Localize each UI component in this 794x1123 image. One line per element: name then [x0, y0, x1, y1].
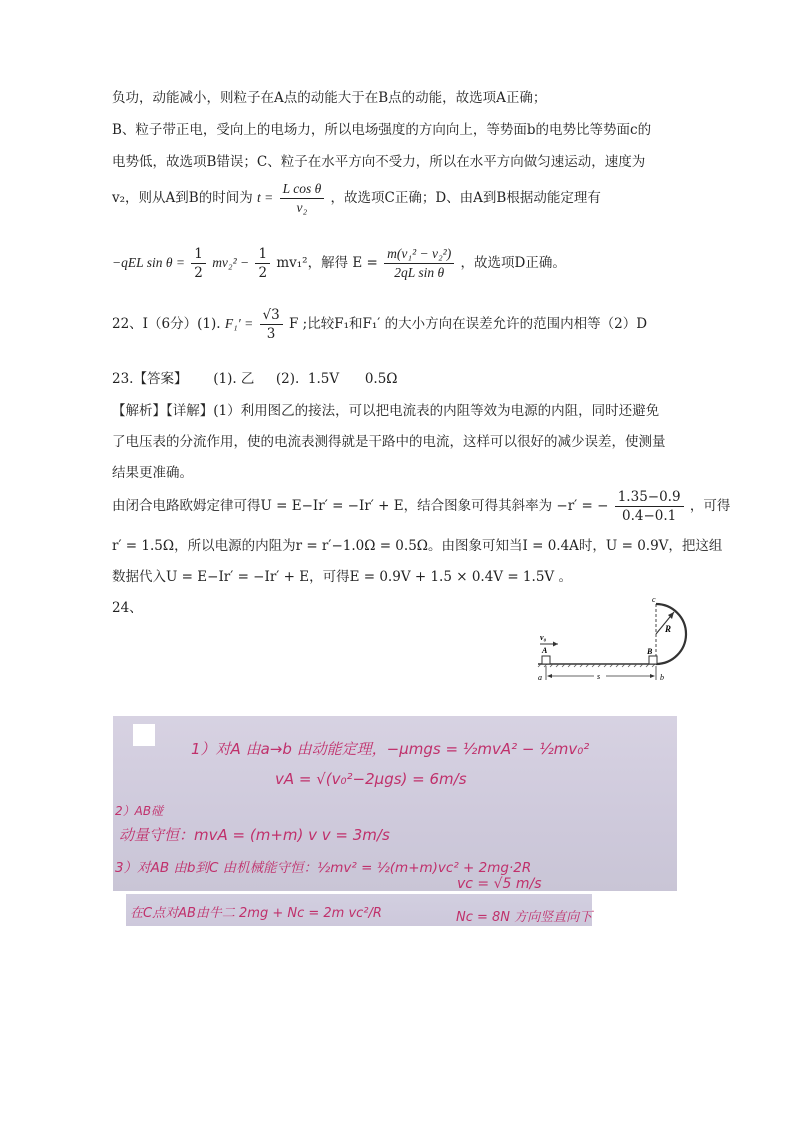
v0-arrowhead [553, 642, 558, 647]
label-v0: v₀ [540, 633, 547, 642]
hw-line-3a: 2）AB碰 [115, 804, 164, 818]
photo-corner-mark [133, 724, 155, 746]
label-c: c [652, 595, 656, 604]
field-den: 2qL sin θ [394, 265, 445, 280]
text-line-12: r′ = 1.5Ω，所以电源的内阻为r = r′−1.0Ω = 0.5Ω。由图象可知当I = 0.4A时，U = 0.9V，把这组 [112, 538, 723, 554]
block-A [542, 656, 550, 664]
hw-line-5: vc = √5 m/s [457, 876, 542, 892]
text-line-4a: v₂，则从A到B的时间为 [112, 190, 253, 206]
hw-line-6: 在C点对AB由牛二 2mg + Nc = 2m vc²/R [130, 906, 382, 921]
hw-line-4: 3）对AB 由b到C 由机械能守恒：½mv² = ½(m+m)vc² + 2mg·2R [115, 860, 532, 876]
time-eq: t = [257, 190, 274, 205]
text-line-13: 数据代入U = E−Ir′ = −Ir′ + E，可得E = 0.9V + 1.5 × 0.4V = 1.5V 。 [112, 569, 572, 585]
q22-label: 22、I（6分）(1). [112, 316, 221, 332]
label-A: A [542, 646, 548, 655]
time-fraction-den: v₂ [296, 200, 308, 215]
block-B [649, 656, 657, 664]
energy-mid-2: mv₁²，解得 E = [276, 255, 378, 271]
sqrt3-num: √3 [260, 306, 283, 325]
text-line-6b: F ;比较F₁和F₁′ 的大小方向在误差允许的范围内相等（2）D [289, 316, 648, 332]
sqrt3-den: 3 [266, 326, 276, 342]
hw-line-3b: 动量守恒：mvA = (m+m) v v = 3m/s [119, 826, 390, 844]
hw-line-1: 1）对A 由a→b 由动能定理，−μmgs = ½mvA² − ½mv₀² [191, 740, 590, 758]
label-a: a [538, 673, 542, 682]
energy-eq-left: −qEL sin θ = [112, 255, 185, 270]
handwritten-strip [126, 894, 592, 926]
hw-line-7: Nc = 8N 方向竖直向下 [456, 910, 593, 925]
dim-arrow-left [547, 674, 552, 678]
text-line-11b: ，可得 [689, 498, 731, 514]
slope-fraction [615, 488, 684, 525]
slope-num: 1.35−0.9 [615, 488, 684, 507]
text-line-4b: ，故选项C正确；D、由A到B根据动能定理有 [330, 190, 601, 206]
energy-mid-1: mv₂² − [212, 255, 250, 270]
sqrt3-fraction [260, 306, 283, 343]
force-eq: F₁′ = [224, 316, 254, 331]
label-R: R [665, 624, 672, 634]
label-s: s [597, 672, 601, 681]
half-den-1: 2 [194, 265, 203, 281]
half-den-2: 2 [258, 265, 268, 281]
slope-den: 0.4−0.1 [622, 508, 677, 524]
text-line-7: 23.【答案】 (1). 乙 (2). 1.5V 0.5Ω [112, 371, 398, 387]
text-line-9: 了电压表的分流作用，使的电流表测得就是干路中的电流，这样可以很好的减少误差，使测量 [112, 434, 666, 450]
semicircle-track [656, 604, 686, 664]
text-line-11 [112, 488, 730, 525]
text-line-11a: 由闭合电路欧姆定律可得U = E−Ir′ = −Ir′ + E，结合图象可得其斜率为 −r′ = − [112, 498, 609, 514]
text-line-5 [112, 245, 566, 282]
text-line-8: 【解析】【详解】(1）利用图乙的接法，可以把电流表的内阻等效为电源的内阻，同时还避免 [112, 403, 660, 419]
field-num: m(v₁² − v₂²) [384, 245, 454, 264]
text-line-5b: ，故选项D正确。 [460, 255, 566, 271]
text-line-3: 电势低，故选项B错误；C、粒子在水平方向不受力，所以在水平方向做匀速运动，速度为 [112, 154, 646, 170]
text-line-14: 24、 [112, 600, 143, 616]
semicircle-track-outer [656, 604, 686, 664]
time-fraction-num: L cos θ [280, 180, 325, 199]
dim-arrow-right [650, 674, 655, 678]
half-num-1: 1 [191, 245, 206, 264]
time-fraction [280, 180, 325, 217]
half-fraction-1 [191, 245, 206, 282]
hw-line-2: vA = √(v₀²−2μgs) = 6m/s [275, 770, 467, 788]
text-line-6 [112, 306, 647, 343]
half-num-2: 1 [255, 245, 270, 264]
handwritten-solution-photo [113, 716, 677, 891]
text-line-1: 负功，动能减小，则粒子在A点的动能大于在B点的动能，故选项A正确； [112, 90, 547, 106]
field-fraction [384, 245, 454, 282]
half-fraction-2 [255, 245, 270, 282]
label-b: b [660, 673, 664, 682]
track-figure [528, 594, 708, 686]
text-line-2: B、粒子带正电，受向上的电场力，所以电场强度的方向向上，等势面b的电势比等势面c的 [112, 122, 652, 138]
label-B: B [647, 647, 653, 656]
text-line-4 [112, 180, 601, 217]
text-line-10: 结果更准确。 [112, 465, 193, 481]
